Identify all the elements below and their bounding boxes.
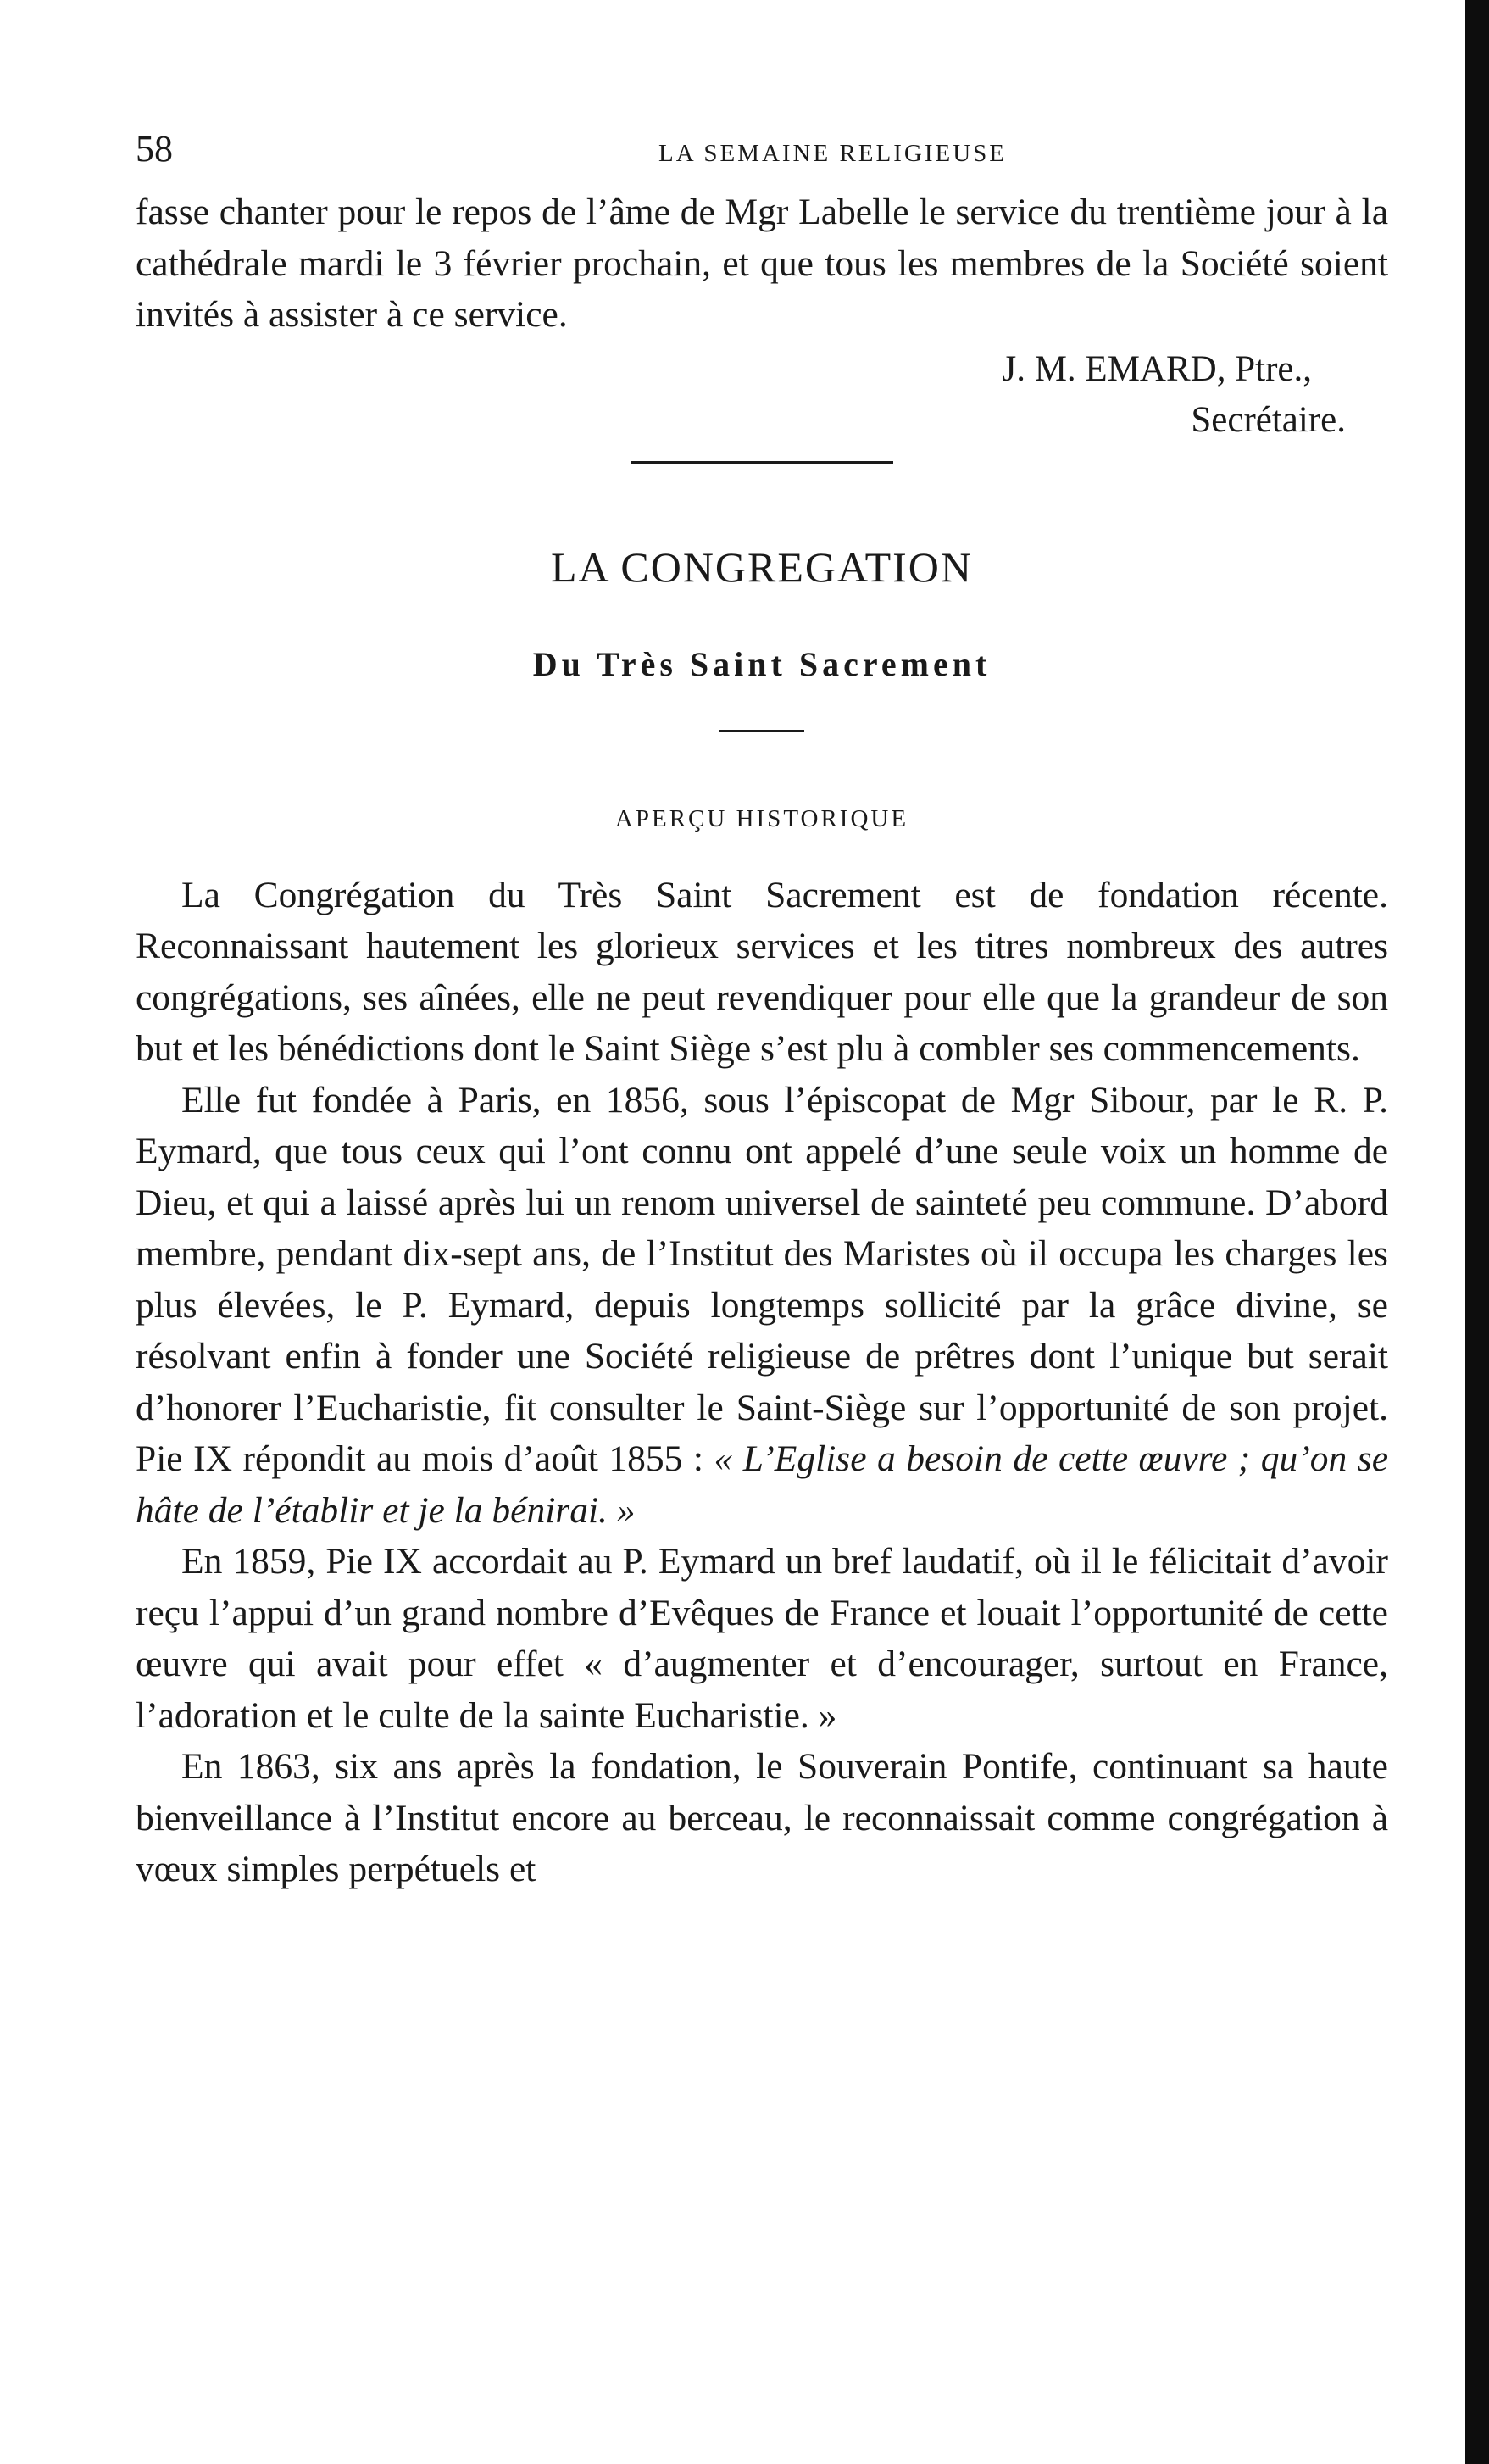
running-head: [136, 127, 1388, 186]
paragraph-2-text: Elle fut fondée à Paris, en 1856, sous l’épiscopat de Mgr Sibour, par le R. P. Eymard, que tous ceux qui l’ont connu ont appelé d’une seule voix un homme de Dieu, et qui a laissé après lui un renom universel de sainteté peu commune. D’abord membre, pendant dix-sept ans, de l’Institut des Maristes où il occupa les charges les plus élevées, le P. Eymard, depuis longtemps sollicité par la grâce divine, se résolvant enfin à fonder une Société religieuse de prêtres dont l’unique but serait d’honorer l’Eucharistie, fit consulter le Saint-Siège sur l’opportunité de son projet. Pie IX répondit au mois d’août 1855 :: [136, 1079, 1388, 1479]
intro-paragraph: fasse chanter pour le repos de l’âme de Mgr Labelle le service du trentième jour à la cathédrale mardi le 3 février prochain, et que tous les membres de la Société soient invités à assister à ce service.: [136, 192, 1388, 335]
journal-title: LA SEMAINE RELIGIEUSE: [658, 140, 1007, 167]
paragraph-4: En 1863, six ans après la fondation, le Souverain Pontife, continuant sa haute bienveillance à l’Institut encore au berceau, le reconnaissait comme congrégation à vœux simples perpétuels et: [136, 1746, 1388, 1889]
section-heading: APERÇU HISTORIQUE: [614, 804, 909, 832]
article-subtitle: Du Très Saint Sacrement: [532, 644, 992, 683]
pius-ix-quote: « L’Eglise a besoin de cette œuvre ; qu’on se hâte de l’établir et je la bénirai. »: [136, 1438, 1389, 1531]
paragraph-1: La Congrégation du Très Saint Sacrement est de fondation récente. Reconnaissant hautement les glorieux services et les titres nombreux des autres congrégations, ses aînées, elle ne peut revendiquer pour elle que la grandeur de son but et les bénédictions dont le Saint Siège s’est plu à combler ses commencements.: [136, 874, 1388, 1069]
section-divider: [631, 461, 893, 464]
signature-name: J. M. EMARD, Ptre.,: [1002, 348, 1312, 389]
page-number: 58: [136, 128, 173, 170]
paragraph-3: En 1859, Pie IX accordait au P. Eymard un bref laudatif, où il le félicitait d’avoir reçu l’appui d’un grand nombre d’Evêques de France et louait l’opportunité de cette œuvre qui avait pour effet « d’augmenter et d’encourager, surtout en France, l’adoration et le culte de la sainte Eucharistie. »: [136, 1541, 1388, 1736]
paragraph-2: [136, 1075, 1388, 1537]
book-page: [136, 127, 1388, 1895]
page-edge-shadow: [1465, 0, 1489, 2464]
title-divider: [719, 730, 804, 732]
signature-block: [136, 344, 1388, 446]
article-title: LA CONGREGATION: [550, 542, 974, 591]
signature-role: Secrétaire.: [1191, 399, 1346, 440]
